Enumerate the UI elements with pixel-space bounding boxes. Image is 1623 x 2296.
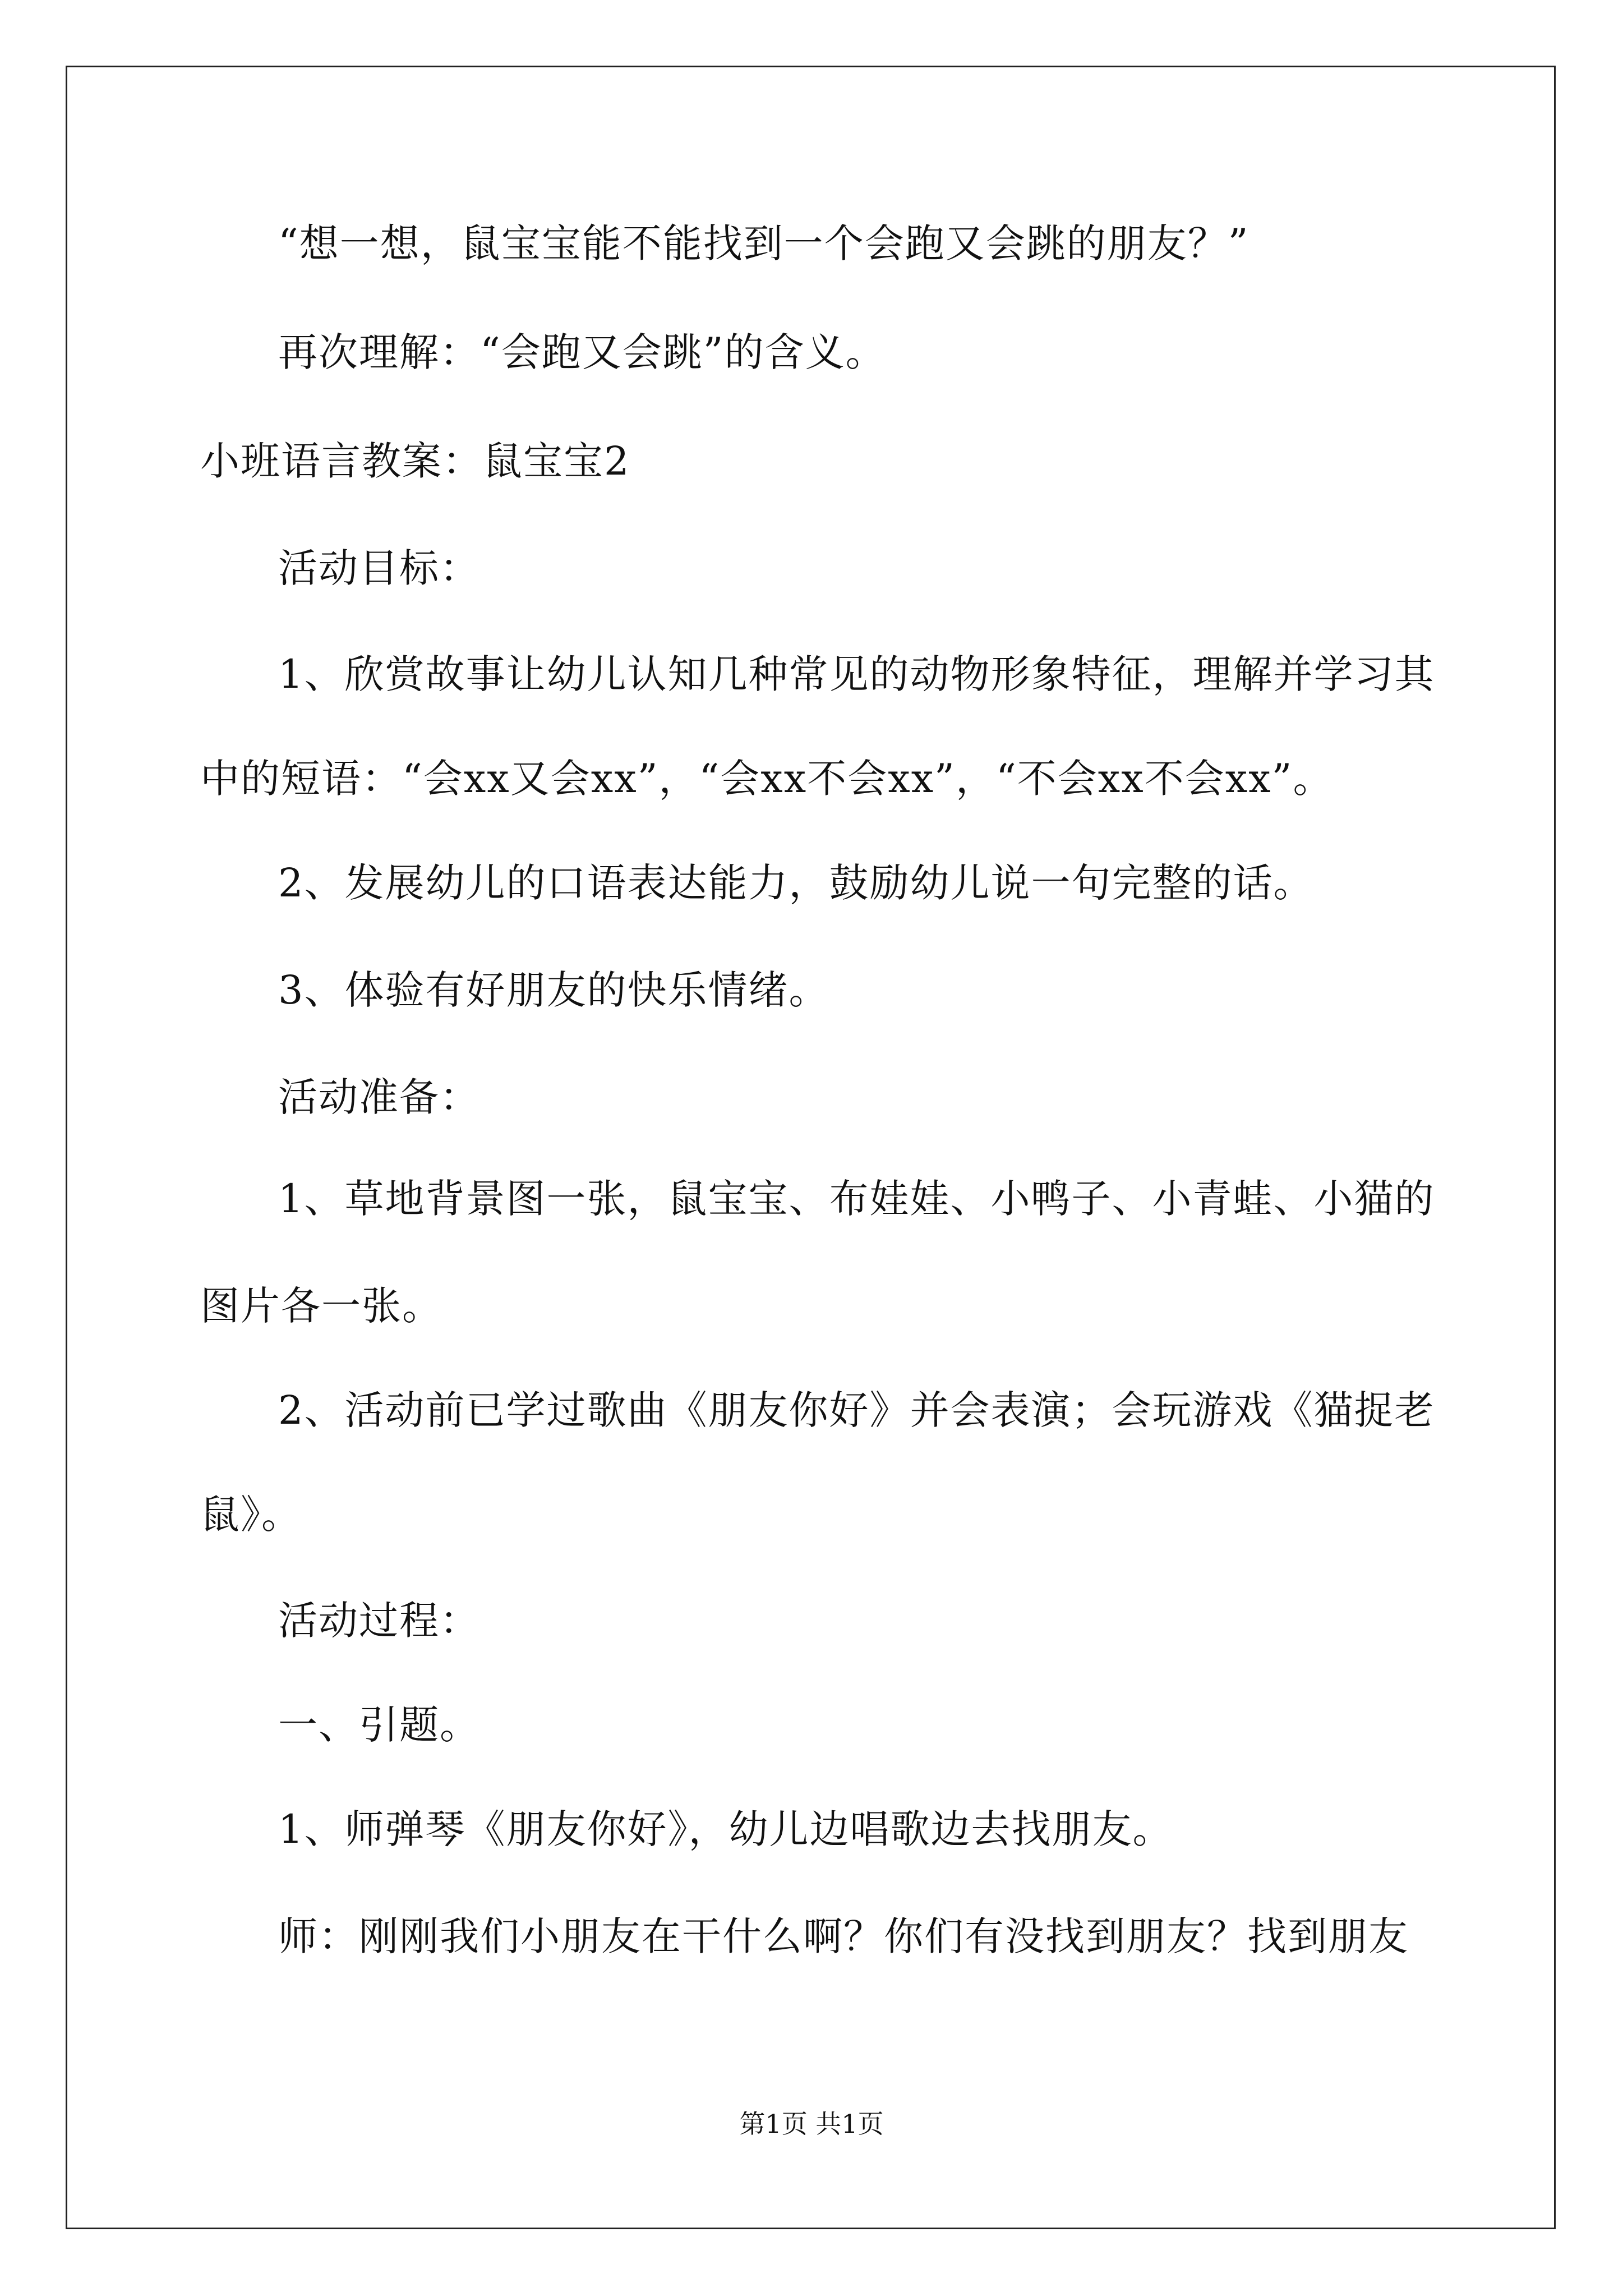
paragraph-line: 一、引题。 xyxy=(278,1702,480,1748)
paragraph-line: 鼠》。 xyxy=(200,1492,302,1538)
paragraph-line: 1、欣赏故事让幼儿认知几种常见的动物形象特征，理解并学习其 xyxy=(278,651,1435,697)
page-footer: 第1页 共1页 xyxy=(739,2109,884,2139)
paragraph-line: 2、活动前已学过歌曲《朋友你好》并会表演；会玩游戏《猫捉老 xyxy=(278,1387,1435,1433)
paragraph-line: 2、发展幼儿的口语表达能力，鼓励幼儿说一句完整的话。 xyxy=(278,860,1314,906)
paragraph-line: 3、体验有好朋友的快乐情绪。 xyxy=(278,967,829,1013)
paragraph-line: 师：刚刚我们小朋友在干什么啊？你们有没找到朋友？找到朋友 xyxy=(278,1913,1409,1959)
page-border xyxy=(66,66,1556,2229)
paragraph-line: 1、草地背景图一张，鼠宝宝、布娃娃、小鸭子、小青蛙、小猫的 xyxy=(278,1176,1435,1222)
paragraph-line: 活动过程： xyxy=(278,1598,480,1644)
paragraph-line: 再次理解：“会跑又会跳”的含义。 xyxy=(278,329,886,375)
section-heading: 小班语言教案：鼠宝宝2 xyxy=(200,438,630,484)
paragraph-line: “想一想，鼠宝宝能不能找到一个会跑又会跳的朋友？” xyxy=(278,220,1249,266)
paragraph-line: 活动准备： xyxy=(278,1074,480,1120)
paragraph-line: 图片各一张。 xyxy=(200,1283,442,1329)
paragraph-line: 活动目标： xyxy=(278,545,480,591)
paragraph-line: 1、师弹琴《朋友你好》，幼儿边唱歌边去找朋友。 xyxy=(278,1806,1173,1852)
paragraph-line: 中的短语：“会xx又会xx”，“会xx不会xx”，“不会xx不会xx”。 xyxy=(200,756,1334,802)
